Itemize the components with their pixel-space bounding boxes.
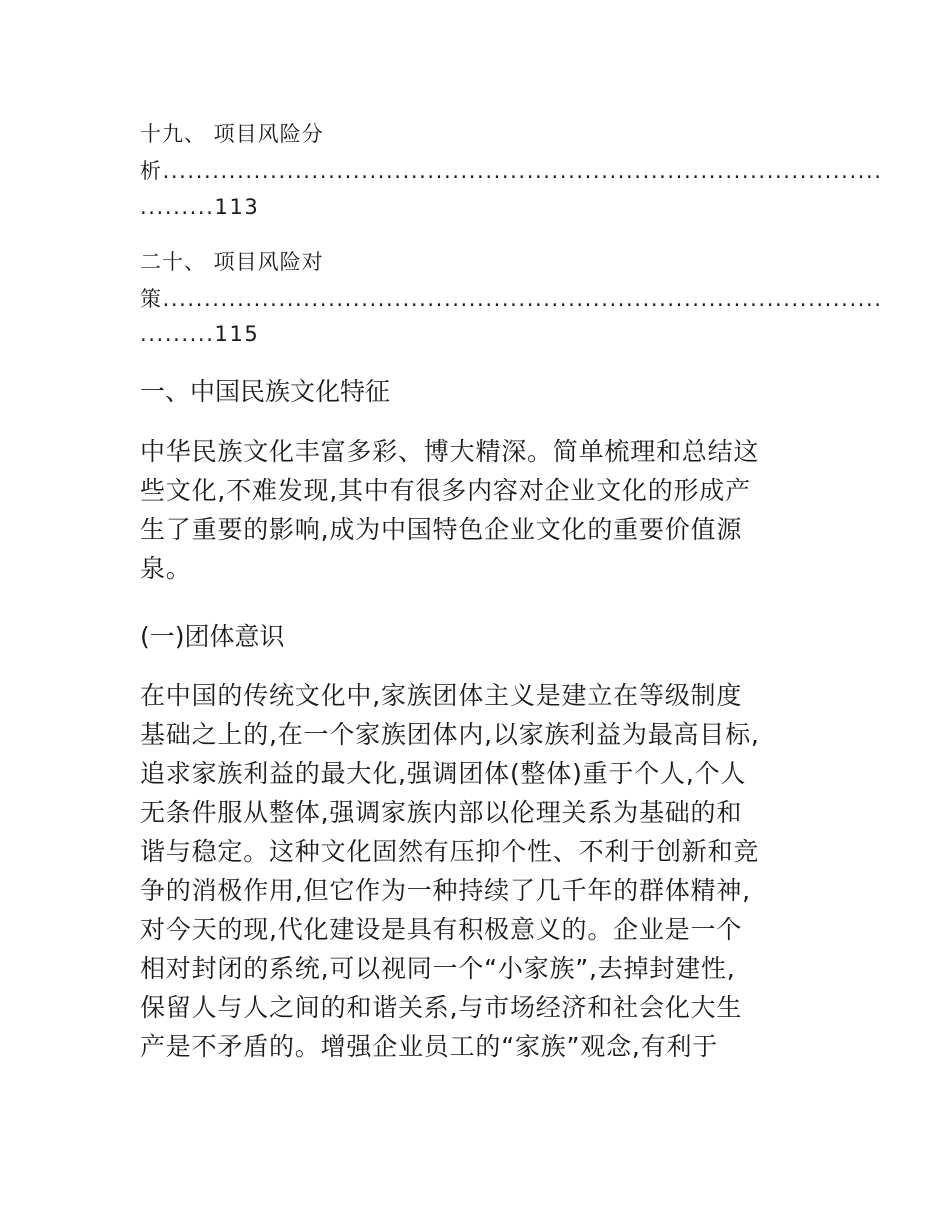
- body-line: 在中国的传统文化中,家族团体主义是建立在等级制度: [140, 681, 743, 710]
- body-line: 争的消极作用,但它作为一种持续了几千年的群体精神,: [140, 876, 751, 905]
- intro-line: 中华民族文化丰富多彩、博大精深。简单梳理和总结这: [140, 437, 760, 466]
- toc-entry-20-title: 二十、 项目风险对: [140, 250, 324, 274]
- body-line: 追求家族利益的最大化,强调团体(整体)重于个人,个人: [140, 759, 747, 788]
- toc-entry-19-page: .........113: [140, 195, 260, 219]
- body-line: 保留人与人之间的和谐关系,与市场经济和社会化大生: [140, 993, 743, 1022]
- body-line: 谐与稳定。这种文化固然有压抑个性、不利于创新和竞: [140, 837, 760, 866]
- intro-paragraph: [140, 432, 759, 588]
- section-title: 一、中国民族文化特征: [140, 377, 391, 406]
- body-paragraph: [140, 676, 760, 1066]
- toc-entry-19-title: 十九、 项目风险分: [140, 122, 324, 146]
- body-line: 无条件服从整体,强调家族内部以伦理关系为基础的和: [140, 798, 743, 827]
- body-line: 产是不矛盾的。增强企业员工的“家族”观念,有利于: [140, 1032, 719, 1061]
- intro-line: 泉。: [140, 554, 192, 583]
- toc-entry-19-leader: 析.......................................................................................: [140, 159, 883, 183]
- toc-entry-20-page: .........115: [140, 322, 260, 346]
- body-line: 相对封闭的系统,可以视同一个“小家族”,去掉封建性,: [140, 954, 736, 983]
- subsection-title: (一)团体意识: [140, 622, 285, 651]
- body-line: 基础之上的,在一个家族团体内,以家族利益为最高目标,: [140, 720, 760, 749]
- toc-entry-20-leader: 策.......................................................................................: [140, 287, 883, 311]
- body-line: 对今天的现,代化建设是具有积极意义的。企业是一个: [140, 915, 743, 944]
- intro-line: 些文化,不难发现,其中有很多内容对企业文化的形成产: [140, 476, 751, 505]
- intro-line: 生了重要的影响,成为中国特色企业文化的重要价值源: [140, 515, 743, 544]
